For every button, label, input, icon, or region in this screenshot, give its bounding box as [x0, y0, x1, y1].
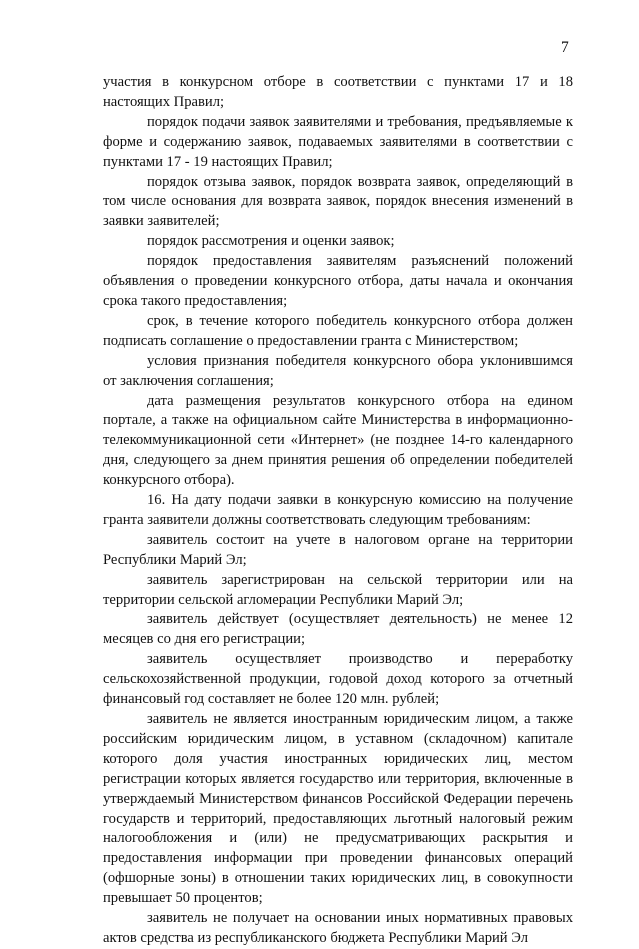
paragraph-review-order: порядок рассмотрения и оценки заявок; [147, 233, 395, 250]
paragraph-production-income: заявитель осуществляет производство и переработку сельскохозяйственной продукции, годовой доход которого за отчетный финансовый год составляет не более 120 млн. рублей; [103, 651, 573, 708]
paragraph-operating-period: заявитель действует (осуществляет деятельность) не менее 12 месяцев со дня его регистрации; [103, 611, 573, 648]
paragraph-application-order: порядок подачи заявок заявителями и требования, предъявляемые к форме и содержанию заявок, подаваемых заявителями в соответствии с пунктами 17 - 19 настоящих Правил; [103, 113, 573, 170]
paragraph-results-publication: дата размещения результатов конкурсного отбора на едином портале, а также на официальном сайте Министерства в информационно-телекоммуникационной сети «Интернет» (не позднее 14-го календарного дня, следующего за днем принятия решения об определении победителей конкурсного отбора). [103, 392, 573, 489]
paragraph-foreign-entity: заявитель не является иностранным юридическим лицом, а также российским юридическим лицом, в уставном (складочном) капитале которого доля участия иностранных юридических лиц, местом регистрации которых является государство или территория, включенные в утверждаемый Министерством финансов Российской Федерации перечень государств и территорий, предоставляющих льготный налоговый режим налогообложения и (или) не предусматривающих раскрытия и предоставления информации при проведении финансовых операций (офшорные зоны) в отношении таких юридических лиц, в совокупности превышает 50 процентов; [103, 711, 573, 907]
page-number: 7 [561, 39, 569, 56]
document-body [103, 73, 573, 949]
paragraph-clarifications: порядок предоставления заявителям разъяснений положений объявления о проведении конкурсного отбора, даты начала и окончания срока такого предоставления; [103, 253, 573, 309]
paragraph-signing-deadline: срок, в течение которого победитель конкурсного отбора должен подписать соглашение о предоставлении гранта с Министерством; [103, 312, 573, 349]
paragraph-evasion-conditions: условия признания победителя конкурсного обора уклонившимся от заключения соглашения; [103, 352, 573, 389]
paragraph-rural-registration: заявитель зарегистрирован на сельской территории или на территории сельской агломерации Республики Марий Эл; [103, 571, 573, 608]
paragraph-withdrawal-order: порядок отзыва заявок, порядок возврата заявок, определяющий в том числе основания для возврата заявок, порядок внесения изменений в заявки заявителей; [103, 173, 573, 230]
paragraph-other-funding: заявитель не получает на основании иных нормативных правовых актов средства из республиканского бюджета Республики Марий Эл [103, 910, 573, 946]
paragraph-section-16: 16. На дату подачи заявки в конкурсную комиссию на получение гранта заявители должны соответствовать следующим требованиям: [103, 492, 573, 528]
paragraph-continuation: участия в конкурсном отборе в соответствии с пунктами 17 и 18 настоящих Правил; [103, 74, 573, 110]
paragraph-tax-registration: заявитель состоит на учете в налоговом органе на территории Республики Марий Эл; [103, 531, 573, 568]
